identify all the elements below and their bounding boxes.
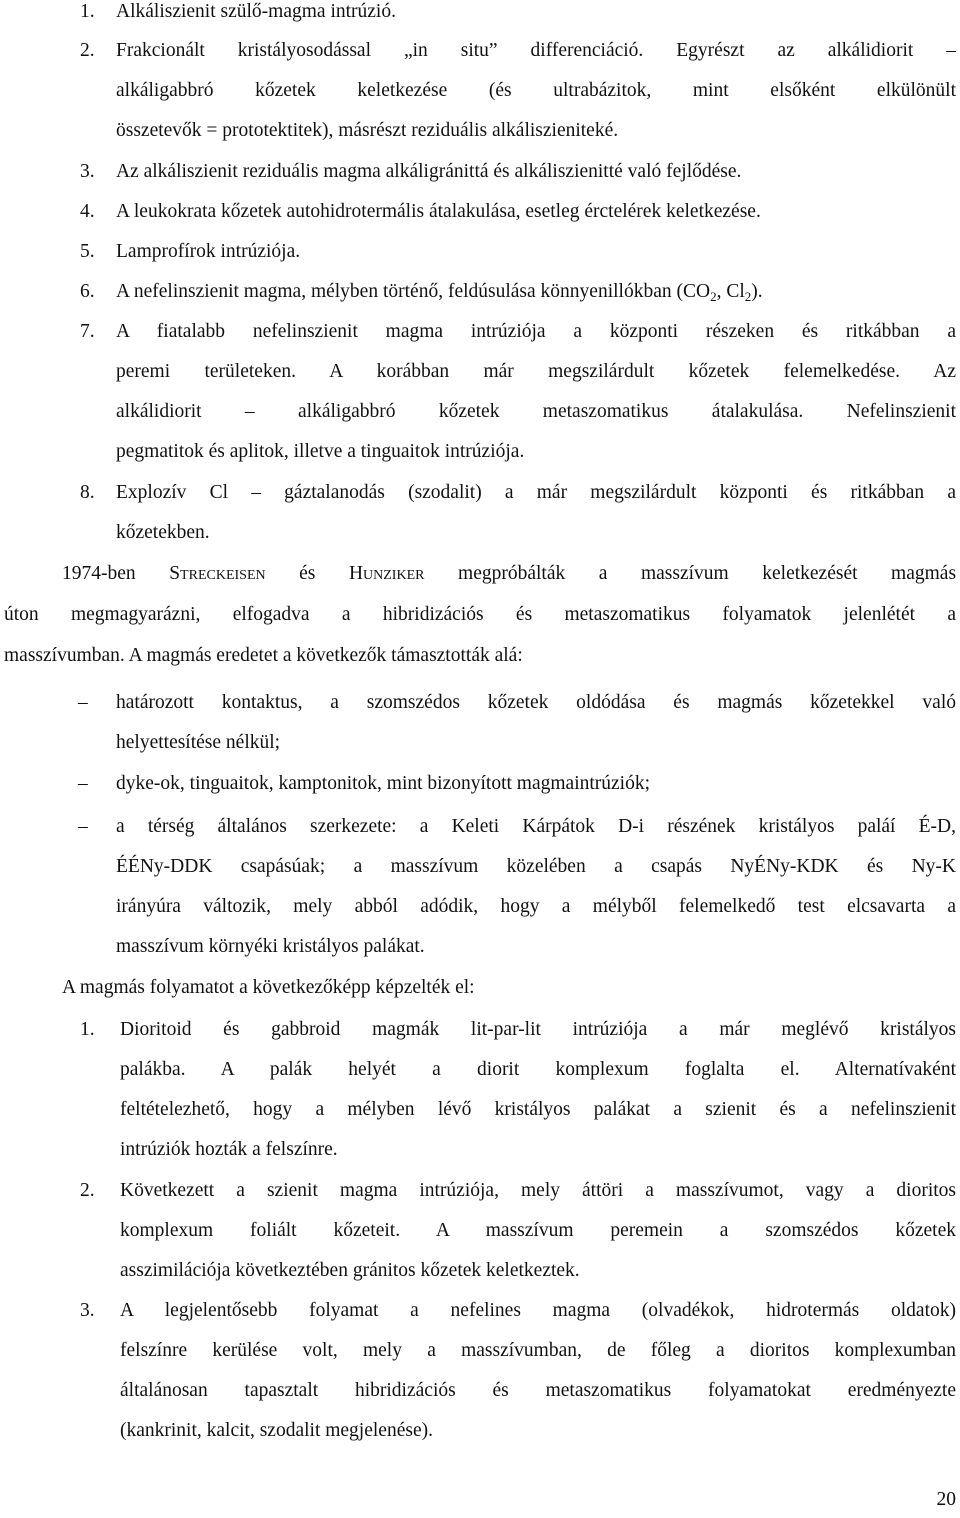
list-item-text: A leukokrata kőzetek autohidrotermális átalakulása, esetleg érctelérek keletkezése. — [116, 201, 761, 222]
list-item-text: A legjelentősebb folyamat a nefelines magma (olvadékok, hidrotermás oldatok) — [120, 1300, 956, 1321]
subscript: 2 — [710, 289, 717, 304]
paragraph-line — [62, 562, 956, 586]
list-item-text: alkáligabbró kőzetek keletkezése (és ultrabázitok, mint elsőként elkülönült — [116, 80, 956, 101]
bullet-text: irányúra változik, mely abból adódik, hogy a mélyből felemelkedő test elcsavarta a — [116, 896, 956, 917]
text-run: és — [299, 563, 316, 584]
list-item-text: komplexum foliált kőzeteit. A masszívum peremein a szomszédos kőzetek — [120, 1220, 956, 1241]
text-run: A nefelinszienit magma, mélyben történő, feldúsulása könnyenillókban (CO — [116, 281, 711, 302]
text-run: ). — [751, 281, 763, 302]
list-item-text: Következett a szienit magma intrúziója, mely áttöri a masszívumot, vagy a dioritos — [120, 1180, 956, 1201]
list-item-text: peremi területeken. A korábban már megszilárdult kőzetek felemelkedése. Az — [116, 361, 956, 382]
list-item-text: asszimilációja következtében gránitos kőzetek keletkeztek. — [120, 1260, 580, 1281]
list-item-text: Frakcionált kristályosodással „in situ” differenciáció. Egyrészt az alkálidiorit – — [116, 40, 956, 61]
list-item-text: általánosan tapasztalt hibridizációs és metaszomatikus folyamatokat eredményezte — [120, 1380, 956, 1401]
bullet-text: a térség általános szerkezete: a Keleti Kárpátok D-i részének kristályos paláí É-D, — [116, 816, 956, 837]
bullet-dash: – — [78, 816, 88, 837]
list-item-text: összetevők = prototektitek), másrészt reziduális alkáliszieniteké. — [116, 120, 619, 141]
bullet-text: határozott kontaktus, a szomszédos kőzetek oldódása és magmás kőzetekkel való — [116, 692, 956, 713]
list-item-text: Lamprofírok intrúziója. — [116, 241, 301, 262]
bullet-dash: – — [78, 692, 88, 713]
list-number: 8. — [80, 482, 95, 503]
list-number: 3. — [80, 1300, 95, 1321]
list-item-text: Dioritoid és gabbroid magmák lit-par-lit intrúziója a már meglévő kristályos — [120, 1019, 956, 1040]
list-item-text: intrúziók hozták a felszínre. — [120, 1139, 338, 1160]
page-number: 20 — [936, 1489, 956, 1510]
list-item-text: kőzetekben. — [116, 522, 210, 543]
list-item-text: Explozív Cl – gáztalanodás (szodalit) a már megszilárdult központi és ritkábban a — [116, 482, 956, 503]
list-item-text: (kankrinit, kalcit, szodalit megjelenése). — [120, 1420, 433, 1441]
paragraph-process-intro: A magmás folyamatot a következőképp képzelték el: — [62, 977, 475, 998]
author-name: Streckeisen — [169, 563, 266, 584]
bullet-dash: – — [78, 773, 88, 794]
list-item-text: felszínre kerülése volt, mely a masszívumban, de főleg a dioritos komplexumban — [120, 1340, 956, 1361]
list-number: 2. — [80, 1180, 95, 1201]
list-item-text: Az alkáliszienit reziduális magma alkáligránittá és alkáliszienitté való fejlődése. — [116, 161, 742, 182]
text-run: 1974-ben — [62, 563, 136, 584]
list-number: 5. — [80, 241, 95, 262]
list-item-text: A fiatalabb nefelinszienit magma intrúziója a központi részeken és ritkábban a — [116, 321, 956, 342]
list-item-text: palákba. A palák helyét a diorit komplexum foglalta el. Alternatívaként — [120, 1059, 956, 1080]
list-item-text: feltételezhető, hogy a mélyben lévő kristályos palákat a szienit és a nefelinszienit — [120, 1099, 956, 1120]
list-number: 3. — [80, 161, 95, 182]
list-item-text: Alkáliszienit szülő-magma intrúzió. — [116, 1, 396, 22]
list-number: 4. — [80, 201, 95, 222]
list-number: 7. — [80, 321, 95, 342]
list-number: 6. — [80, 281, 95, 302]
author-name: Hunziker — [348, 563, 425, 584]
bullet-text: ÉÉNy-DDK csapásúak; a masszívum közelében a csapás NyÉNy-KDK és Ny-K — [116, 856, 956, 877]
list-item-text: pegmatitok és aplitok, illetve a tinguaitok intrúziója. — [116, 441, 525, 462]
list-item-text — [116, 280, 763, 304]
subscript: 2 — [744, 289, 752, 304]
paragraph-line: masszívumban. A magmás eredetet a következők támasztották alá: — [4, 645, 523, 666]
list-number: 1. — [80, 1, 95, 22]
list-number: 2. — [80, 40, 95, 61]
list-item-text: alkálidiorit – alkáligabbró kőzetek metaszomatikus átalakulása. Nefelinszienit — [116, 401, 956, 422]
bullet-text: helyettesítése nélkül; — [116, 732, 281, 753]
paragraph-line: úton megmagyarázni, elfogadva a hibridizációs és metaszomatikus folyamatok jelenlétét a — [4, 604, 956, 625]
text-run: megpróbálták a masszívum keletkezését magmás — [458, 563, 957, 584]
bullet-text: dyke-ok, tinguaitok, kamptonitok, mint bizonyított magmaintrúziók; — [116, 773, 651, 794]
bullet-text: masszívum környéki kristályos palákat. — [116, 936, 425, 957]
list-number: 1. — [80, 1019, 95, 1040]
text-run: , Cl — [716, 281, 745, 302]
